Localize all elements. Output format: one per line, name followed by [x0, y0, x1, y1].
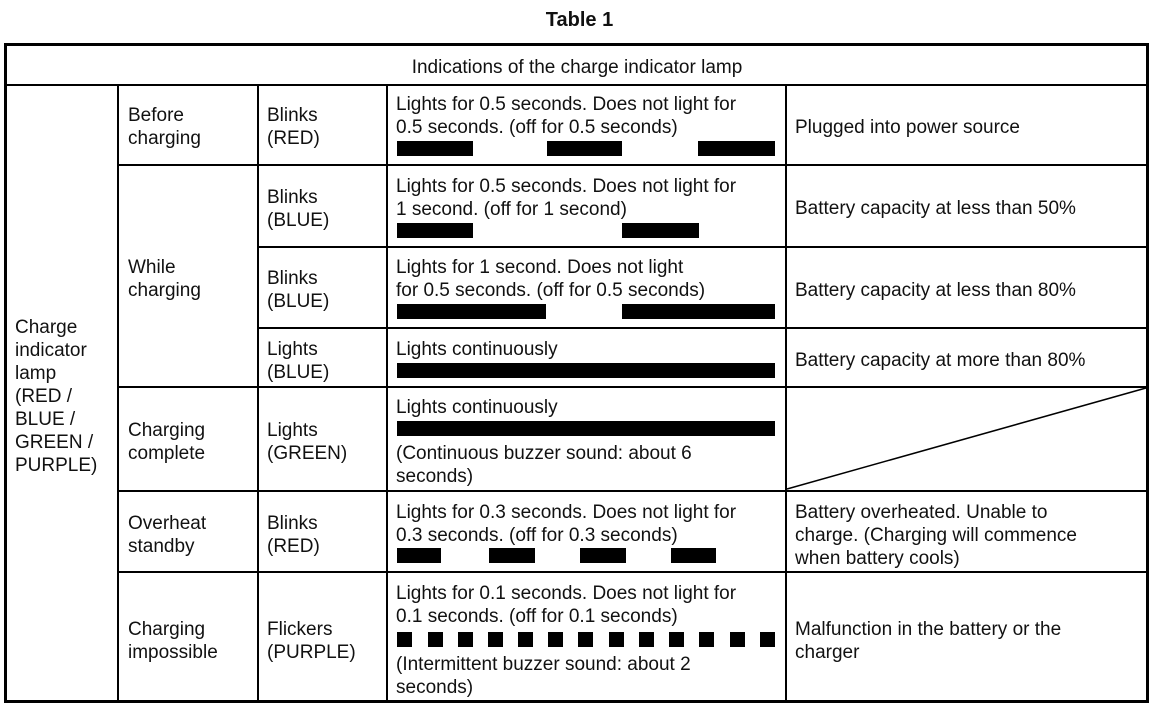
- light-on-bar: [580, 548, 626, 563]
- indication-cell: Lights (GREEN): [267, 420, 348, 464]
- light-on-bar: [397, 141, 473, 156]
- flicker-square: [518, 632, 533, 647]
- indication-cell: Blinks (BLUE): [267, 268, 330, 312]
- light-on-bar: [397, 363, 775, 378]
- state-cell: While charging: [128, 257, 201, 301]
- flicker-square: [428, 632, 443, 647]
- flicker-square: [609, 632, 624, 647]
- table-header: Indications of the charge indicator lamp: [411, 57, 743, 78]
- meaning-cell: Battery overheated. Unable to charge. (Charging will commence when battery cools): [795, 502, 1077, 569]
- light-on-bar: [622, 223, 699, 238]
- indication-cell: Blinks (BLUE): [267, 187, 330, 231]
- light-on-bar: [397, 548, 441, 563]
- pattern-cell: Lights for 0.5 seconds. Does not light for 1 second. (off for 1 second): [396, 176, 737, 220]
- buzzer-note: (Intermittent buzzer sound: about 2 seconds): [396, 654, 691, 698]
- flicker-square: [488, 632, 503, 647]
- flicker-square: [760, 632, 775, 647]
- state-cell: Overheat standby: [128, 513, 207, 557]
- meaning-cell: Battery capacity at less than 50%: [795, 198, 1076, 219]
- light-on-bar: [671, 548, 716, 563]
- table-title: Table 1: [545, 9, 614, 31]
- pattern-cell: Lights for 0.5 seconds. Does not light for 0.5 seconds. (off for 0.5 seconds): [396, 94, 737, 138]
- indication-cell: Blinks (RED): [267, 513, 320, 557]
- state-cell: Charging impossible: [128, 619, 218, 663]
- meaning-cell: Battery capacity at more than 80%: [795, 350, 1086, 371]
- group-label: Charge indicator lamp (RED / BLUE / GREEN / PURPLE): [15, 317, 98, 476]
- meaning-cell: Battery capacity at less than 80%: [795, 280, 1076, 301]
- buzzer-note: (Continuous buzzer sound: about 6 seconds): [396, 443, 692, 487]
- light-on-bar: [397, 421, 775, 436]
- pattern-cell: Lights for 0.1 seconds. Does not light for 0.1 seconds. (off for 0.1 seconds): [396, 583, 737, 627]
- indication-cell: Blinks (RED): [267, 105, 320, 149]
- light-on-bar: [622, 304, 775, 319]
- light-on-bar: [489, 548, 535, 563]
- flicker-square: [699, 632, 714, 647]
- flicker-square: [639, 632, 654, 647]
- light-on-bar: [397, 223, 473, 238]
- meaning-cell: Malfunction in the battery or the charger: [795, 619, 1062, 663]
- meaning-cell: Plugged into power source: [795, 117, 1020, 138]
- flicker-square: [578, 632, 593, 647]
- indication-cell: Flickers (PURPLE): [267, 619, 356, 663]
- flicker-square: [669, 632, 684, 647]
- flicker-square: [397, 632, 412, 647]
- state-cell: Charging complete: [128, 420, 206, 464]
- pattern-cell: Lights continuously: [396, 339, 558, 360]
- indication-cell: Lights (BLUE): [267, 339, 330, 383]
- flicker-square: [458, 632, 473, 647]
- pattern-cell: Lights for 0.3 seconds. Does not light for 0.3 seconds. (off for 0.3 seconds): [396, 502, 737, 546]
- state-cell: Before charging: [128, 105, 201, 149]
- flicker-square: [730, 632, 745, 647]
- pattern-cell: Lights for 1 second. Does not light for 0.5 seconds. (off for 0.5 seconds): [396, 257, 706, 301]
- light-on-bar: [698, 141, 775, 156]
- light-on-bar: [397, 304, 546, 319]
- flicker-square: [548, 632, 563, 647]
- pattern-cell: Lights continuously: [396, 397, 558, 418]
- light-on-bar: [547, 141, 622, 156]
